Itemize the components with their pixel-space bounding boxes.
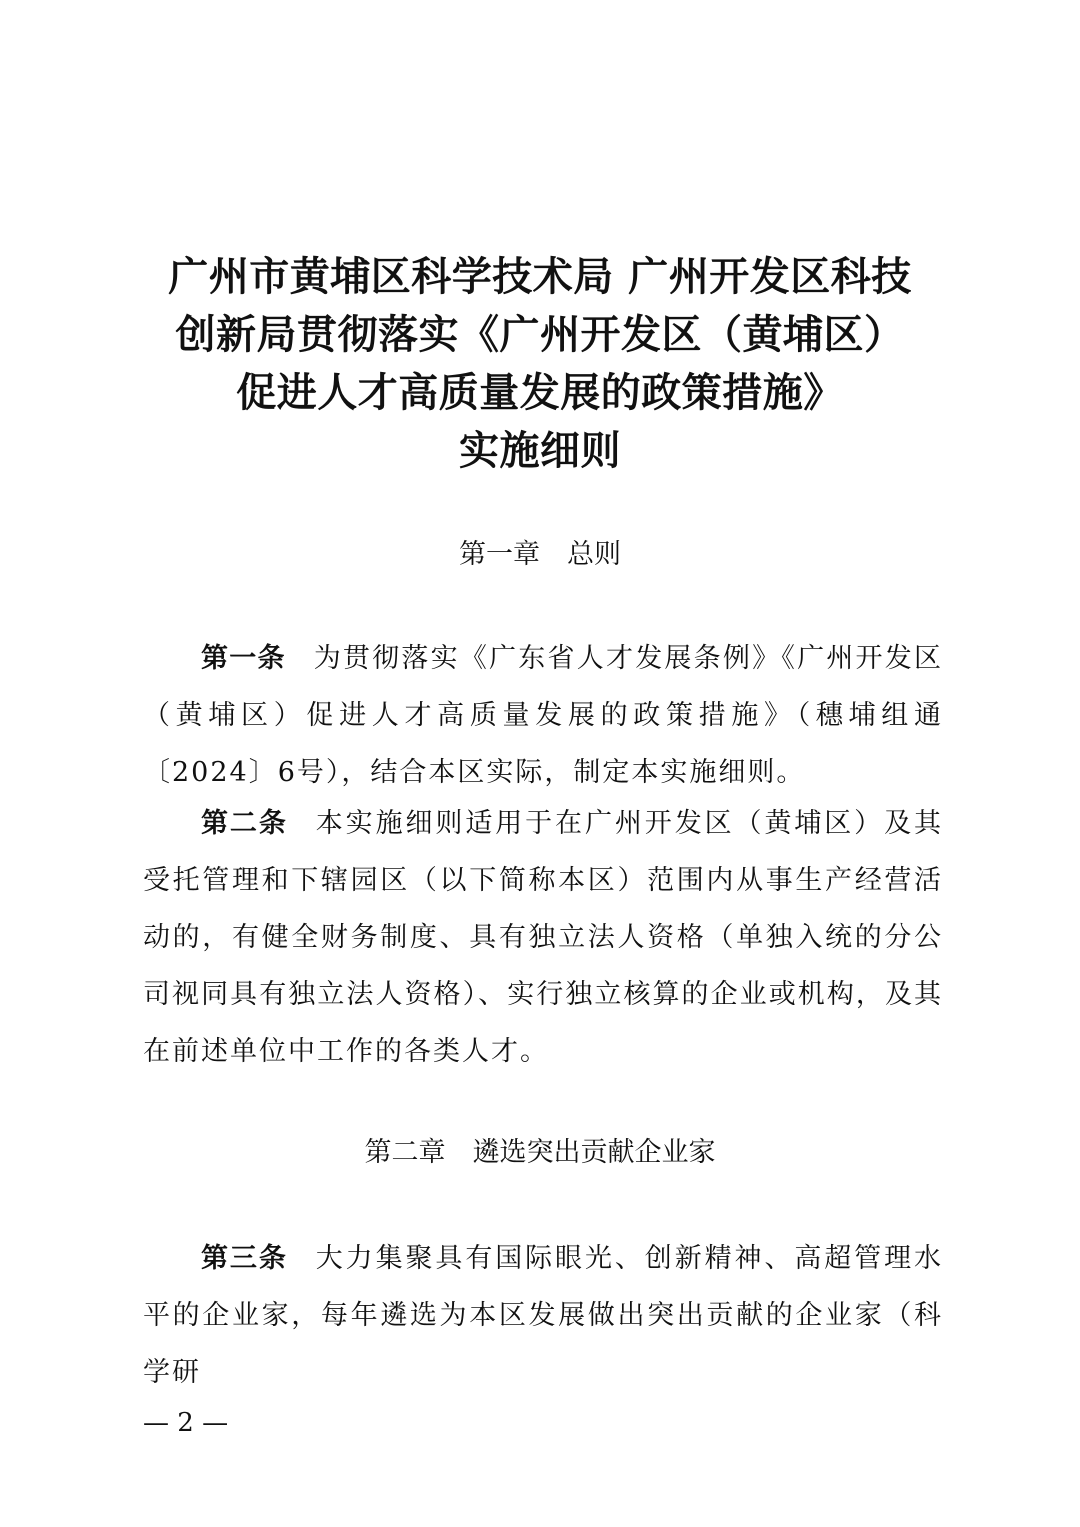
article-2-text: 本实施细则适用于在广州开发区（黄埔区）及其受托管理和下辖园区（以下简称本区）范围内从事生产经营活动的，有健全财务制度、具有独立法人资格（单独入统的分公司视同具有独立法人资格）、实行独立核算的企业或机构，及其在前述单位中工作的各类人才。 bbox=[143, 808, 944, 1067]
page-number: — 2 — bbox=[143, 1408, 229, 1438]
chapter-1-heading: 第一章 总则 bbox=[459, 539, 621, 570]
article-1 bbox=[143, 630, 943, 801]
article-3-label: 第三条 bbox=[201, 1243, 288, 1274]
title-line-3: 促进人才高质量发展的政策措施》 bbox=[236, 370, 844, 416]
article-3 bbox=[143, 1230, 943, 1401]
article-1-text: 为贯彻落实《广东省人才发展条例》《广州开发区（黄埔区）促进人才高质量发展的政策措施》（穗埔组通〔2024〕6号），结合本区实际，制定本实施细则。 bbox=[143, 643, 943, 788]
article-2 bbox=[143, 795, 943, 1080]
document-title bbox=[120, 248, 960, 480]
article-3-text: 大力集聚具有国际眼光、创新精神、高超管理水平的企业家，每年遴选为本区发展做出突出贡献的企业家（科学研 bbox=[143, 1243, 944, 1388]
article-2-label: 第二条 bbox=[201, 808, 288, 839]
title-line-2: 创新局贯彻落实《广州开发区（黄埔区） bbox=[175, 312, 905, 358]
article-1-label: 第一条 bbox=[201, 643, 286, 674]
title-line-1: 广州市黄埔区科学技术局 广州开发区科技 bbox=[168, 254, 912, 300]
chapter-2-heading: 第二章 遴选突出贡献企业家 bbox=[364, 1137, 716, 1168]
title-line-4: 实施细则 bbox=[459, 428, 621, 474]
